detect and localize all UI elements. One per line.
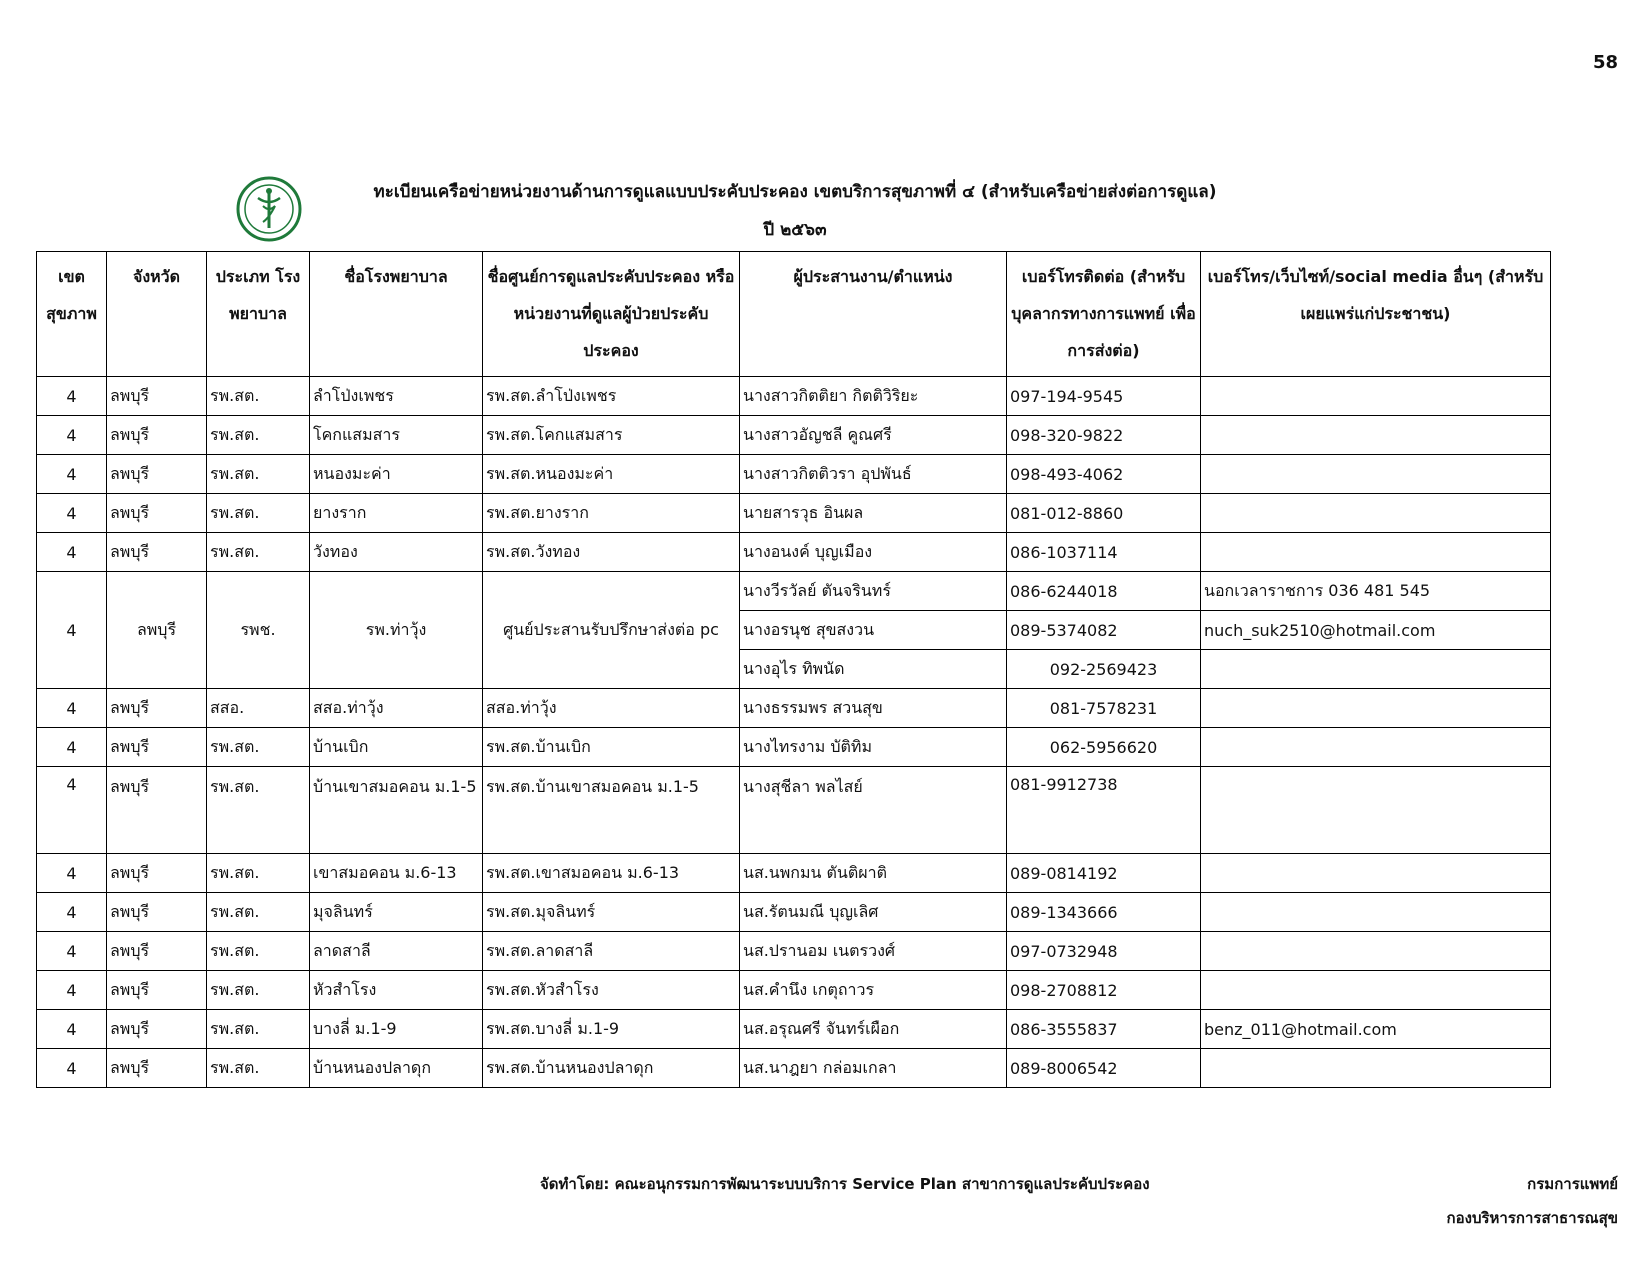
cell-coordinator: นส.อรุณศรี จันทร์เผือก [740, 1010, 1007, 1049]
column-header-center-name: ชื่อศูนย์การดูแลประคับประคอง หรือ หน่วยงานที่ดูแลผู้ป่วยประคับประคอง [483, 252, 740, 377]
cell-hospital: หัวสำโรง [310, 971, 483, 1010]
cell-region: 4 [37, 377, 107, 416]
cell-center: รพ.สต.ลาดสาลี [483, 932, 740, 971]
cell-phone: 081-9912738 [1007, 767, 1201, 854]
cell-phone: 098-320-9822 [1007, 416, 1201, 455]
cell-coordinator: นส.ปรานอม เนตรวงศ์ [740, 932, 1007, 971]
cell-region: 4 [37, 728, 107, 767]
table-row [37, 1010, 1551, 1049]
cell-center: รพ.สต.เขาสมอคอน ม.6-13 [483, 854, 740, 893]
cell-coordinator: นางไทรงาม บัติทิม [740, 728, 1007, 767]
cell-center: รพ.สต.หัวสำโรง [483, 971, 740, 1010]
cell-phone: 086-1037114 [1007, 533, 1201, 572]
cell-province: ลพบุรี [107, 533, 207, 572]
cell-public [1201, 494, 1551, 533]
cell-province: ลพบุรี [107, 1010, 207, 1049]
cell-coordinator: นางอนงค์ บุญเมือง [740, 533, 1007, 572]
cell-type: รพ.สต. [207, 455, 310, 494]
table-row [37, 494, 1551, 533]
cell-province: ลพบุรี [107, 689, 207, 728]
cell-province: ลพบุรี [107, 728, 207, 767]
cell-center: รพ.สต.บ้านเขาสมอคอน ม.1-5 [483, 767, 740, 854]
cell-phone: 098-2708812 [1007, 971, 1201, 1010]
column-header-province: จังหวัด [107, 252, 207, 377]
cell-province: ลพบุรี [107, 455, 207, 494]
table-row [37, 854, 1551, 893]
cell-public [1201, 533, 1551, 572]
cell-region: 4 [37, 932, 107, 971]
cell-hospital: หนองมะค่า [310, 455, 483, 494]
cell-hospital: รพ.ท่าวุ้ง [310, 572, 483, 689]
cell-coordinator: นางสุชีลา พลไสย์ [740, 767, 1007, 854]
cell-type: รพช. [207, 572, 310, 689]
cell-type: สสอ. [207, 689, 310, 728]
cell-type: รพ.สต. [207, 932, 310, 971]
cell-phone: 089-1343666 [1007, 893, 1201, 932]
cell-public: นอกเวลาราชการ 036 481 545 [1201, 572, 1551, 611]
cell-public [1201, 377, 1551, 416]
cell-phone: 089-5374082 [1007, 611, 1201, 650]
cell-hospital: บ้านเบิก [310, 728, 483, 767]
cell-province: ลพบุรี [107, 572, 207, 689]
cell-region: 4 [37, 416, 107, 455]
cell-region: 4 [37, 767, 107, 854]
cell-center: รพ.สต.บ้านเบิก [483, 728, 740, 767]
cell-type: รพ.สต. [207, 728, 310, 767]
cell-public [1201, 893, 1551, 932]
cell-type: รพ.สต. [207, 1010, 310, 1049]
cell-region: 4 [37, 971, 107, 1010]
cell-coordinator: นางอรนุช สุขสงวน [740, 611, 1007, 650]
table-row [37, 1049, 1551, 1088]
cell-province: ลพบุรี [107, 1049, 207, 1088]
cell-region: 4 [37, 1010, 107, 1049]
cell-coordinator: นางสาวกิตติวรา อุปพันธ์ [740, 455, 1007, 494]
cell-center: รพ.สต.วังทอง [483, 533, 740, 572]
cell-public [1201, 728, 1551, 767]
cell-center: รพ.สต.มุจลินทร์ [483, 893, 740, 932]
cell-hospital: ยางราก [310, 494, 483, 533]
cell-type: รพ.สต. [207, 377, 310, 416]
cell-province: ลพบุรี [107, 932, 207, 971]
cell-coordinator: นส.คำนึง เกตุถาวร [740, 971, 1007, 1010]
cell-coordinator: นายสารวุธ อินผล [740, 494, 1007, 533]
cell-center: รพ.สต.บางลี่ ม.1-9 [483, 1010, 740, 1049]
column-header-region: เขต สุขภาพ [37, 252, 107, 377]
cell-hospital: วังทอง [310, 533, 483, 572]
table-row [37, 971, 1551, 1010]
cell-type: รพ.สต. [207, 854, 310, 893]
ministry-seal-icon [236, 176, 302, 242]
cell-phone: 086-3555837 [1007, 1010, 1201, 1049]
cell-coordinator: นางอุไร ทิพนัด [740, 650, 1007, 689]
cell-phone: 098-493-4062 [1007, 455, 1201, 494]
cell-phone: 081-012-8860 [1007, 494, 1201, 533]
table-row [37, 377, 1551, 416]
cell-hospital: ลำโป่งเพชร [310, 377, 483, 416]
cell-coordinator: นางสาวกิตติยา กิตติวิริยะ [740, 377, 1007, 416]
document-title: ทะเบียนเครือข่ายหน่วยงานด้านการดูแลแบบประคับประคอง เขตบริการสุขภาพที่ ๔ (สำหรับเครือข่ายส่งต่อการดูแล) [373, 182, 1217, 202]
cell-phone: 097-0732948 [1007, 932, 1201, 971]
cell-coordinator: นางวีรวัลย์ ตันจรินทร์ [740, 572, 1007, 611]
cell-region: 4 [37, 494, 107, 533]
table-row [37, 689, 1551, 728]
table-row-group [37, 572, 1551, 611]
cell-public [1201, 689, 1551, 728]
cell-public [1201, 416, 1551, 455]
column-header-medical-phone: เบอร์โทรติดต่อ (สำหรับบุคลากรทางการแพทย์ เพื่อการส่งต่อ) [1007, 252, 1201, 377]
cell-province: ลพบุรี [107, 494, 207, 533]
cell-hospital: บ้านหนองปลาดุก [310, 1049, 483, 1088]
table-header-row [37, 252, 1551, 377]
cell-region: 4 [37, 572, 107, 689]
cell-coordinator: นส.รัตนมณี บุญเลิศ [740, 893, 1007, 932]
cell-province: ลพบุรี [107, 854, 207, 893]
cell-public [1201, 854, 1551, 893]
column-header-hospital-type: ประเภท โรงพยาบาล [207, 252, 310, 377]
table-row [37, 533, 1551, 572]
table-row [37, 932, 1551, 971]
table-row [37, 455, 1551, 494]
cell-region: 4 [37, 893, 107, 932]
cell-center: ศูนย์ประสานรับปรึกษาส่งต่อ pc [483, 572, 740, 689]
cell-phone: 092-2569423 [1007, 650, 1201, 689]
cell-region: 4 [37, 1049, 107, 1088]
cell-province: ลพบุรี [107, 767, 207, 854]
cell-province: ลพบุรี [107, 971, 207, 1010]
cell-phone: 089-8006542 [1007, 1049, 1201, 1088]
cell-public [1201, 650, 1551, 689]
cell-type: รพ.สต. [207, 971, 310, 1010]
footer-office: กองบริหารการสาธารณสุข [1446, 1209, 1618, 1227]
cell-hospital: โคกแสมสาร [310, 416, 483, 455]
column-header-hospital-name: ชื่อโรงพยาบาล [310, 252, 483, 377]
cell-center: สสอ.ท่าวุ้ง [483, 689, 740, 728]
cell-public [1201, 971, 1551, 1010]
cell-hospital: ลาดสาลี [310, 932, 483, 971]
page-number: 58 [1592, 52, 1618, 73]
cell-coordinator: นางสาวอัญชลี คูณศรี [740, 416, 1007, 455]
column-header-coordinator: ผู้ประสานงาน/ตำแหน่ง [740, 252, 1007, 377]
cell-center: รพ.สต.หนองมะค่า [483, 455, 740, 494]
cell-type: รพ.สต. [207, 893, 310, 932]
table-row [37, 728, 1551, 767]
cell-hospital: บ้านเขาสมอคอน ม.1-5 [310, 767, 483, 854]
cell-phone: 089-0814192 [1007, 854, 1201, 893]
cell-type: รพ.สต. [207, 767, 310, 854]
cell-public [1201, 1049, 1551, 1088]
registry-table [36, 251, 1551, 1088]
table-row [37, 416, 1551, 455]
cell-type: รพ.สต. [207, 533, 310, 572]
cell-province: ลพบุรี [107, 416, 207, 455]
cell-center: รพ.สต.ยางราก [483, 494, 740, 533]
cell-coordinator: นางธรรมพร สวนสุข [740, 689, 1007, 728]
cell-center: รพ.สต.โคกแสมสาร [483, 416, 740, 455]
cell-coordinator: นส.นพกมน ตันติผาติ [740, 854, 1007, 893]
cell-center: รพ.สต.ลำโป่งเพชร [483, 377, 740, 416]
table-row [37, 893, 1551, 932]
cell-public [1201, 932, 1551, 971]
cell-region: 4 [37, 455, 107, 494]
cell-province: ลพบุรี [107, 377, 207, 416]
cell-phone: 097-194-9545 [1007, 377, 1201, 416]
cell-hospital: มุจลินทร์ [310, 893, 483, 932]
cell-type: รพ.สต. [207, 1049, 310, 1088]
cell-center: รพ.สต.บ้านหนองปลาดุก [483, 1049, 740, 1088]
column-header-public-contact: เบอร์โทร/เว็บไซท์/social media อื่นๆ (สำหรับเผยแพร่แก่ประชาชน) [1201, 252, 1551, 377]
cell-public: nuch_suk2510@hotmail.com [1201, 611, 1551, 650]
footer-department: กรมการแพทย์ [1527, 1175, 1618, 1193]
document-year: ปี ๒๕๖๓ [763, 220, 827, 240]
cell-region: 4 [37, 533, 107, 572]
cell-hospital: เขาสมอคอน ม.6-13 [310, 854, 483, 893]
cell-phone: 062-5956620 [1007, 728, 1201, 767]
cell-province: ลพบุรี [107, 893, 207, 932]
cell-coordinator: นส.นาฎยา กล่อมเกลา [740, 1049, 1007, 1088]
cell-public: benz_011@hotmail.com [1201, 1010, 1551, 1049]
cell-hospital: บางลี่ ม.1-9 [310, 1010, 483, 1049]
cell-public [1201, 455, 1551, 494]
footer-credit: จัดทำโดย: คณะอนุกรรมการพัฒนาระบบบริการ Service Plan สาขาการดูแลประคับประคอง [540, 1175, 1150, 1193]
cell-region: 4 [37, 854, 107, 893]
cell-type: รพ.สต. [207, 416, 310, 455]
cell-region: 4 [37, 689, 107, 728]
cell-public [1201, 767, 1551, 854]
table-row [37, 767, 1551, 854]
cell-phone: 081-7578231 [1007, 689, 1201, 728]
cell-phone: 086-6244018 [1007, 572, 1201, 611]
cell-type: รพ.สต. [207, 494, 310, 533]
cell-hospital: สสอ.ท่าวุ้ง [310, 689, 483, 728]
